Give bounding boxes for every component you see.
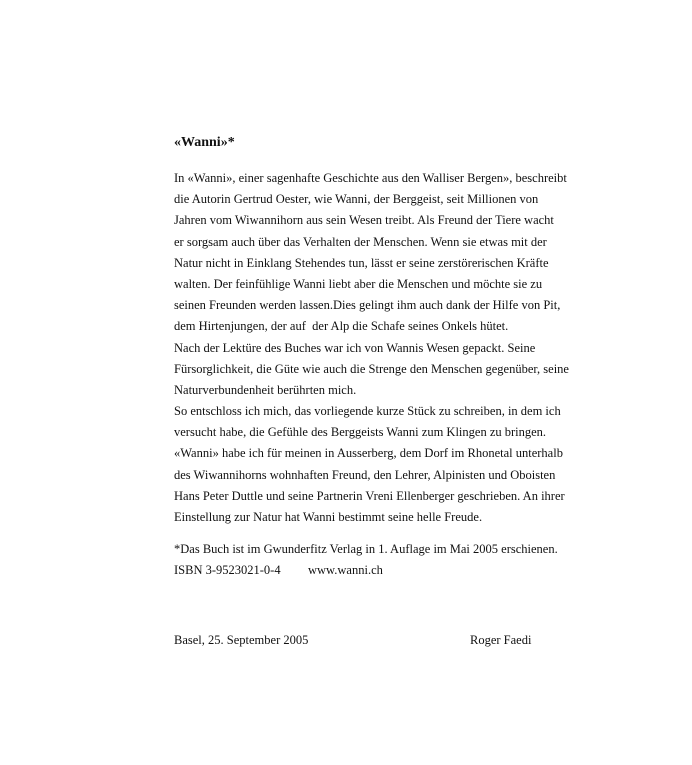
body-line: er sorgsam auch über das Verhalten der Menschen. Wenn sie etwas mit der bbox=[174, 234, 547, 249]
website-link: www.wanni.ch bbox=[308, 563, 383, 578]
body-line: versucht habe, die Gefühle des Berggeists Wanni zum Klingen zu bringen. bbox=[174, 425, 547, 440]
isbn-row bbox=[174, 560, 594, 581]
body-line: des Wiwannihorns wohnhaften Freund, den Lehrer, Alpinisten und Oboisten bbox=[174, 467, 556, 482]
body-line: Einstellung zur Natur hat Wanni bestimmt seine helle Freude. bbox=[174, 510, 483, 524]
isbn-number: ISBN 3-9523021-0-4 bbox=[174, 563, 281, 578]
body-line: walten. Der feinfühlige Wanni liebt aber die Menschen und möchte sie zu bbox=[174, 276, 543, 291]
body-line: seinen Freunden werden lassen.Dies gelingt ihm auch dank der Hilfe von Pit, bbox=[174, 298, 561, 313]
footnote bbox=[174, 539, 594, 581]
body-line: Jahren vom Wiwannihorn aus sein Wesen treibt. Als Freund der Tiere wacht bbox=[174, 213, 554, 228]
body-line: Natur nicht in Einklang Stehendes tun, lässt er seine zerstörerischen Kräfte bbox=[174, 255, 549, 270]
document-page bbox=[174, 134, 594, 581]
body-line: «Wanni» habe ich für meinen in Ausserberg, dem Dorf im Rhonetal unterhalb bbox=[174, 446, 563, 461]
body-line: So entschloss ich mich, das vorliegende kurze Stück zu schreiben, in dem ich bbox=[174, 404, 561, 419]
footnote-text: *Das Buch ist im Gwunderfitz Verlag in 1. Auflage im Mai 2005 erschienen. bbox=[174, 542, 558, 557]
body-line: Nach der Lektüre des Buches war ich von Wannis Wesen gepackt. Seine bbox=[174, 340, 536, 355]
author-name: Roger Faedi bbox=[470, 633, 532, 647]
body-line: Hans Peter Duttle und seine Partnerin Vreni Ellenberger geschrieben. An ihrer bbox=[174, 488, 565, 503]
body-line: In «Wanni», einer sagenhafte Geschichte aus den Walliser Bergen», beschreibt bbox=[174, 171, 567, 185]
body-line: Fürsorglichkeit, die Güte wie auch die Strenge den Menschen gegenüber, seine bbox=[174, 361, 569, 376]
body-line: Naturverbundenheit berührten mich. bbox=[174, 382, 357, 397]
document-title: «Wanni»* bbox=[174, 135, 235, 150]
body-text bbox=[174, 168, 594, 528]
body-line: die Autorin Gertrud Oester, wie Wanni, der Berggeist, seit Millionen von bbox=[174, 192, 539, 207]
place-date: Basel, 25. September 2005 bbox=[174, 633, 309, 647]
body-line: dem Hirtenjungen, der auf der Alp die Schafe seines Onkels hütet. bbox=[174, 319, 509, 334]
